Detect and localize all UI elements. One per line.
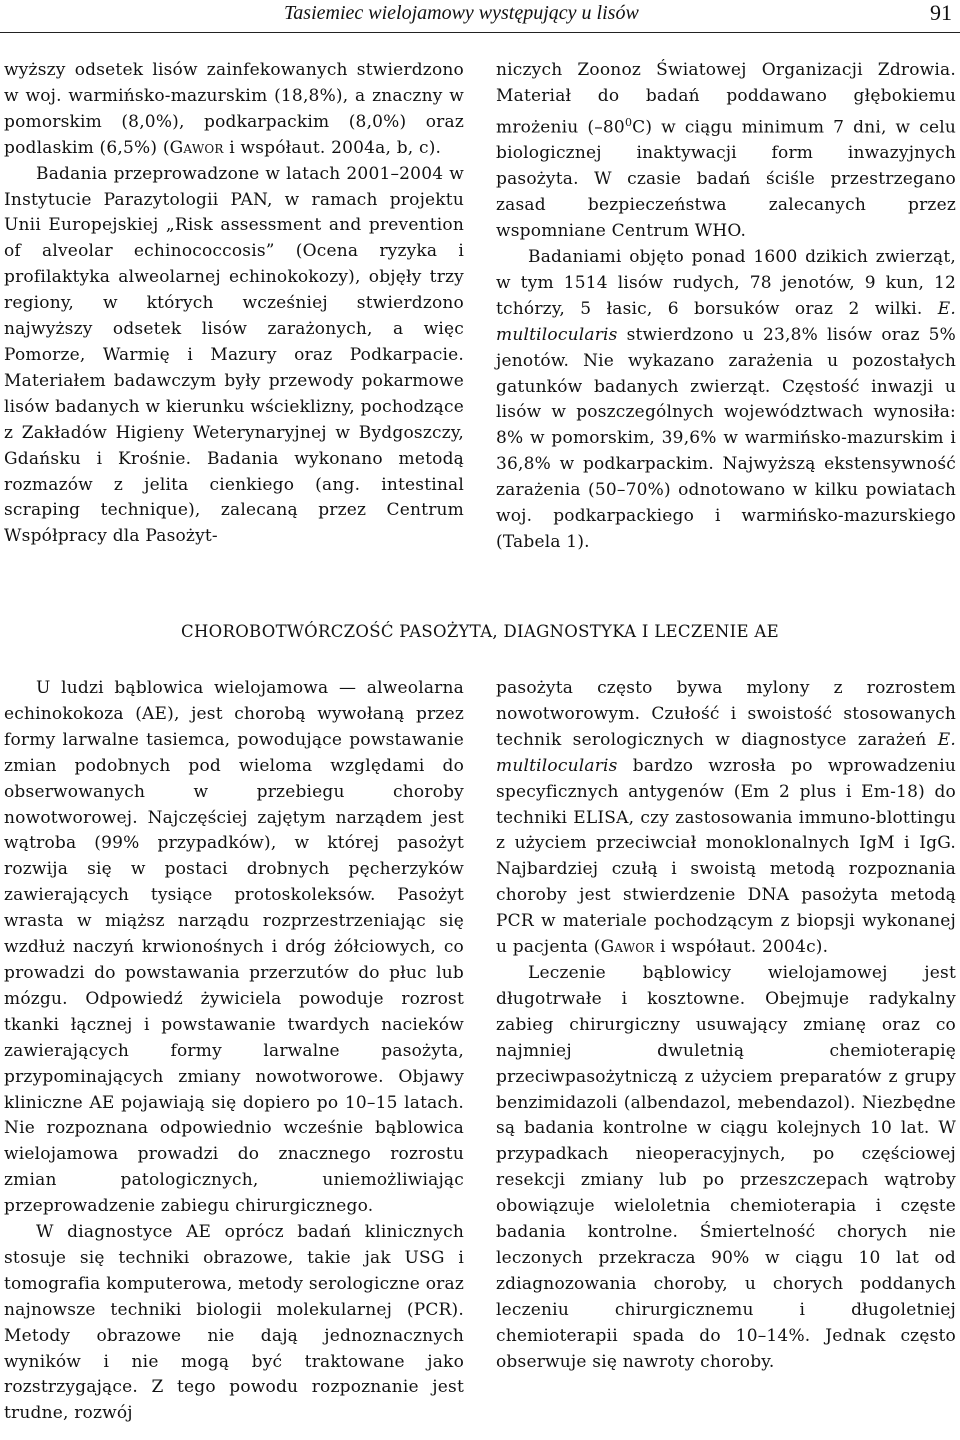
superscript-zero: 0 <box>624 115 633 129</box>
species-name: E. multilocularis <box>496 729 956 776</box>
author-name: Gawor <box>169 137 224 158</box>
paragraph-text: wyższy odsetek lisów zainfekowanych stwierdzono w woj. warmińsko-mazurskim (18,8%), a znaczny w pomorskim (8,0%), podkarpackim (8,0%) oraz podlaskim (6,5%) ( <box>4 60 464 158</box>
paragraph-text: niczych Zoonoz Światowej Organizacji Zdrowia. Materiał do badań poddawano głębokiemu mrożeniu (–80 <box>496 60 956 138</box>
running-header <box>0 0 960 33</box>
paragraph-text: C) w ciągu minimum 7 dni, w celu biologicznej inaktywacji form inwazyjnych pasożyta. W czasie badań ściśle przestrzegano zasad bezpieczeństwa zalecanych przez wspomniane Centrum WHO. <box>496 117 957 242</box>
running-title: Tasiemiec wielojamowy występujący u lisów <box>284 2 639 24</box>
paragraph: U ludzi bąblowica wielojamowa — alweolarna echinokokoza (AE), jest chorobą wywołaną przez formy larwalne tasiemca, powodujące powstawanie zmian podobnych pod wieloma względami do obserwowanych w przebiegu choroby nowotworowej. Najczęściej zajętym narządem jest wątroba (99% przypadków), w której pasożyt rozwija się w postaci drobnych pęcherzyków zawierających tysiące protoskoleksów. Pasożyt wrasta w miąższ narządu rozprzestrzeniając się wzdłuż naczyń krwionośnych i dróg żółciowych, co prowadzi do powstawania przerzutów do płuc lub mózgu. Odpowiedź żywiciela powoduje rozrost tkanki łącznej i powstawanie twardych nacieków zawierających formy larwalne pasożyta, przypominających zmiany nowotworowe. Objawy kliniczne AE pojawiają się dopiero po 10–15 latach. Nie rozpoznana odpowiednio wcześnie bąblowica wielojamowa prowadzi do znacznego rozrostu zmian patologicznych, uniemożliwiając przeprowadzenie zabiegu chirurgicznego. <box>4 678 464 1217</box>
paragraph <box>496 676 956 961</box>
paragraph-text: pasożyta często bywa mylony z rozrostem nowotworowym. Czułość i swoistość stosowanych technik serologicznych w diagnostyce zarażeń <box>496 678 956 750</box>
bottom-right-column <box>496 676 956 1375</box>
paragraph-text: stwierdzono u 23,8% lisów oraz 5% jenotów. Nie wykazano zarażenia u pozostałych gatunków badanych zwierząt. Częstość inwazji u lisów w poszczególnych województwach wynosiła: 8% w pomorskim, 39,6% w warmińsko-mazurskim i 36,8% w podkarpackim. Najwyższą ekstensywność zarażenia (50–70%) odnotowano w kilku powiatach woj. podkarpackiego i warmińsko-mazurskiego (Tabela 1). <box>496 324 956 552</box>
bottom-left-column <box>4 676 464 1427</box>
page-number: 91 <box>930 0 952 25</box>
paragraph: Badania przeprowadzone w latach 2001–2004 w Instytucie Parazytologii PAN, w ramach projektu Unii Europejskiej „Risk assessment and prevention of alveolar echinococcosis” (Ocena ryzyka i profilaktyka alweolarnej echinokokozy), objęły trzy regiony, w których wcześniej stwierdzono najwyższy odsetek lisów zarażonych, a więc Pomorze, Warmię i Mazury oraz Podkarpacie. Materiałem badawczym były przewody pokarmowe lisów badanych w kierunku wścieklizny, pochodzące z Zakładów Higieny Weterynaryjnej w Bydgoszczy, Gdańsku i Krośnie. Badania wykonano metodą rozmazów z jelita cienkiego (ang. intestinal scraping technique), zalecaną przez Centrum Współpracy dla Pasożyt- <box>4 163 464 547</box>
paragraph <box>4 58 464 162</box>
paragraph: Leczenie bąblowicy wielojamowej jest długotrwałe i kosztowne. Obejmuje radykalny zabieg chirurgiczny usuwający zmianę oraz co najmniej dwuletnią chemioterapię przeciwpasożytniczą z użyciem preparatów z grupy benzimidazoli (albendazol, mebendazol). Niezbędne są badania kontrolne w ciągu kolejnych 10 lat. W przypadkach nieoperacyjnych, po częściowej resekcji zmiany lub po przeszczepach wątroby obowiązuje wieloletnia chemioterapia i częste badania kontrolne. Śmiertelność chorych nie leczonych przekracza 90% w ciągu 10 lat od zdiagnozowania choroby, u chorych poddanych leczeniu chirurgicznemu i długoletniej chemioterapii spada do 10–14%. Jednak często obserwuje się nawroty choroby. <box>496 962 956 1372</box>
paragraph-text: i współaut. 2004a, b, c). <box>223 137 442 158</box>
author-name: Gawor <box>600 937 655 958</box>
paragraph <box>496 245 956 556</box>
paragraph <box>496 58 956 245</box>
top-left-column <box>4 58 464 550</box>
paragraph-text: Badaniami objęto ponad 1600 dzikich zwierząt, w tym 1514 lisów rudych, 78 jenotów, 9 kun, 12 tchórzy, 5 łasic, 6 borsuków oraz 2 wilki. <box>496 247 956 319</box>
section-heading: CHOROBOTWÓRCZOŚĆ PASOŻYTA, DIAGNOSTYKA I LECZENIE AE <box>181 622 779 641</box>
species-name: E. multilocularis <box>496 298 956 345</box>
paragraph-text: bardzo wzrosła po wprowadzeniu specyficznych antygenów (Em 2 plus i Em-18) do techniki ELISA, czy zastosowania immuno-blottingu z użyciem przeciwciał monoklonalnych IgM i IgG. Najbardziej czułą i swoistą metodą rozpoznania choroby jest stwierdzenie DNA pasożyta metodą PCR w materiale pochodzącym z biopsji wykonanej u pacjenta ( <box>496 755 956 958</box>
paragraph: W diagnostyce AE oprócz badań klinicznych stosuje się techniki obrazowe, takie jak USG i tomografia komputerowa, metody serologiczne oraz najnowsze techniki biologii molekularnej (PCR). Metody obrazowe nie dają jednoznacznych wyników i nie mogą być traktowane jako rozstrzygające. Z tego powodu rozpoznanie jest trudne, rozwój <box>4 1222 464 1424</box>
paragraph-text: i współaut. 2004c). <box>654 937 829 958</box>
top-right-column <box>496 58 956 556</box>
